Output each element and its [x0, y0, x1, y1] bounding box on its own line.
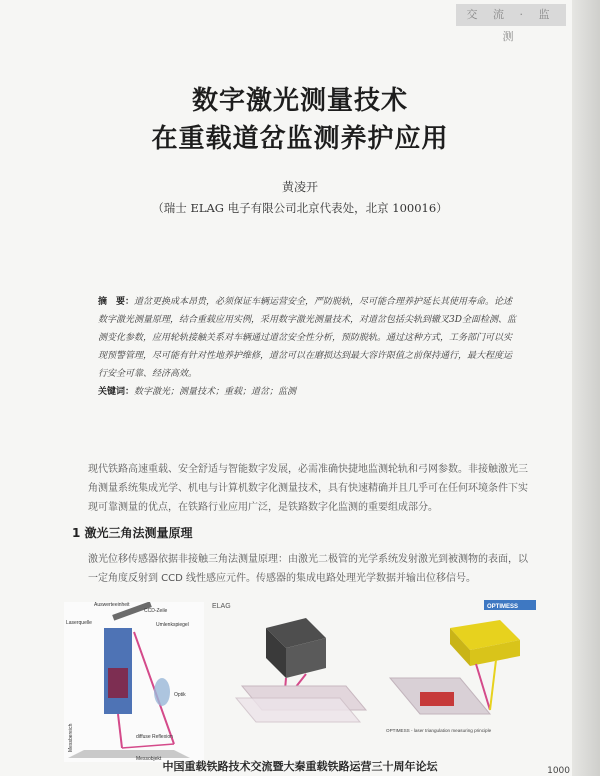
- header-tag: 交 流 · 监 测: [456, 4, 566, 26]
- label-ccd: CCD-Zeile: [144, 608, 168, 614]
- label-top: Auswerteeinheit: [94, 602, 130, 608]
- footer-banner: 中国重载铁路技术交流暨大秦重载铁路运营三十周年论坛: [162, 760, 438, 773]
- optic-lens: [154, 678, 170, 706]
- abstract-text: 道岔更换成本昂贵，必须保证车辆运营安全，严防脱轨，尽可能合理养护延长其使用寿命。论述数字激光测量原理，结合重载应用实例，采用数字激光测量技术，对道岔包括尖轨到辙叉3D全面检测、监测变化参数，应用轮轨接触关系对车辆通过道岔安全性分析，预防脱轨。通过这种方式，工务部门可以实现预警管理，尽可能有针对性地养护维修，道岔可以在磨损达到最大容许限值之前保持通行，最大程度运行安全可靠、经济高效。: [98, 297, 516, 379]
- keywords-text: 数字激光；测量技术；重载；道岔；监测: [134, 387, 297, 397]
- label-object: Messobjekt: [136, 756, 162, 762]
- abstract: [98, 293, 518, 383]
- label-range: Messbereich: [68, 723, 74, 752]
- keywords: [98, 384, 518, 397]
- label-laser: Laserquelle: [66, 620, 92, 626]
- label-diffuse: diffuse Reflexion: [136, 734, 173, 740]
- intro-paragraph: 现代铁路高速重载、安全舒适与智能数字发展，必需准确快捷地监测轮轨和弓网参数。非接触激光三角测量系统集成光学、机电与计算机数字化测量技术，具有快速精确并且几乎可在任何环境条件下实现可靠测量的优点，在铁路行业应用广泛，是铁路数字化监测的重要组成部分。: [88, 464, 528, 513]
- page-number: 1000: [547, 766, 570, 776]
- optimess-brand: OPTIMESS: [487, 604, 519, 610]
- optimess-caption: OPTIMESS - laser triangulation measuring principle: [386, 728, 492, 733]
- figure-elag-device: [206, 598, 376, 728]
- elag-label: ELAG: [212, 603, 231, 610]
- laser-device-core: [108, 668, 128, 698]
- elag-target-plate-2: [236, 698, 360, 722]
- figure-optimess-device: [380, 598, 540, 738]
- section-1-title: 1 激光三角法测量原理: [72, 526, 193, 540]
- title-line-1: 数字激光测量技术: [191, 86, 408, 116]
- label-mirror: Umlenkspiegel: [156, 622, 189, 628]
- author: 黄凌开: [281, 180, 318, 194]
- abstract-label: 摘 要：: [98, 297, 135, 307]
- optimess-base-block: [420, 692, 454, 706]
- measured-object: [68, 750, 190, 758]
- title-line-2: 在重载道岔监测养护应用: [151, 124, 449, 154]
- label-optic: Optik: [174, 692, 186, 698]
- affiliation: （瑞士 ELAG 电子有限公司北京代表处，北京 100016）: [152, 201, 448, 215]
- keywords-label: 关键词：: [98, 387, 135, 397]
- section-1-body: 激光位移传感器依据非接触三角法测量原理：由激光二极管的光学系统发射激光到被测物的表面，以一定角度反射到 CCD 线性感应元件。传感器的集成电路处理光学数据并输出位移信号。: [88, 554, 528, 584]
- figure-triangulation-schematic: [64, 602, 204, 762]
